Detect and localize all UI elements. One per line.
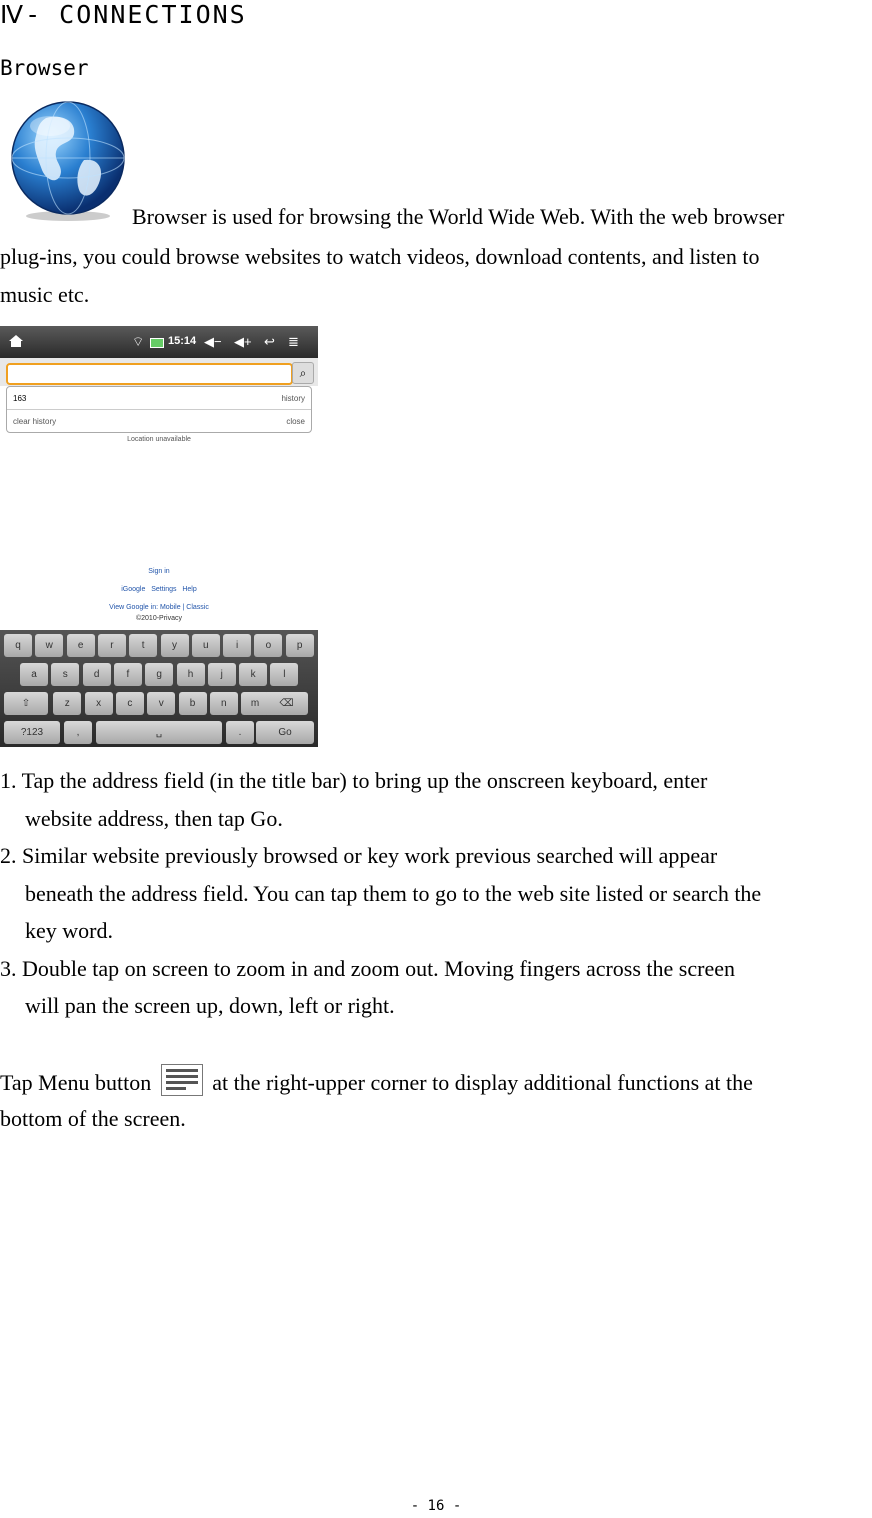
keyboard-key: Go	[256, 721, 314, 744]
wifi-icon: ⌔	[132, 334, 145, 349]
copyright: ©2010-Privacy	[135, 615, 182, 622]
keyboard-key: v	[147, 692, 175, 715]
keyboard-key: m	[241, 692, 269, 715]
keyboard-key: z	[53, 692, 81, 715]
location-status: Location unavailable	[127, 436, 191, 443]
menu-note-line-1	[0, 1064, 753, 1102]
menu-note-before: Tap Menu button	[0, 1070, 152, 1095]
sign-in-link: Sign in	[148, 568, 170, 575]
step-3-line-2: will pan the screen up, down, left or right.	[25, 993, 395, 1018]
intro-line-1: Browser is used for browsing the World Wide Web. With the web browser	[132, 204, 785, 229]
home-icon	[9, 335, 23, 347]
keyboard-key: n	[210, 692, 238, 715]
keyboard-key: d	[83, 663, 111, 686]
search-icon: ⌕	[292, 362, 314, 384]
keyboard-key: .	[226, 721, 254, 744]
keyboard-key: l	[270, 663, 298, 686]
keyboard-key: r	[98, 634, 126, 657]
step-2-line-3: key word.	[25, 918, 113, 943]
keyboard-key: b	[179, 692, 207, 715]
keyboard-key: ,	[64, 721, 92, 744]
keyboard-key: ?123	[4, 721, 60, 744]
section-heading: Ⅳ- CONNECTIONS	[0, 0, 247, 29]
step-1-line-2: website address, then tap Go.	[25, 806, 283, 831]
keyboard-key: t	[129, 634, 157, 657]
subsection-heading: Browser	[0, 56, 89, 80]
keyboard-key: s	[51, 663, 79, 686]
keyboard-key: j	[208, 663, 236, 686]
page-number: - 16 -	[410, 1498, 462, 1514]
onscreen-keyboard	[0, 630, 318, 747]
status-bar	[0, 326, 318, 358]
step-1-line-1: 1. Tap the address field (in the title bar) to bring up the onscreen keyboard, enter	[0, 768, 708, 793]
keyboard-key: f	[114, 663, 142, 686]
keyboard-key: ⌫	[264, 692, 308, 715]
keyboard-key: c	[116, 692, 144, 715]
suggestion-list	[6, 386, 312, 433]
volume-up-icon: ◀+	[234, 334, 252, 349]
menu-icon: ≣	[288, 334, 299, 349]
view-google-in: View Google in: Mobile | Classic	[109, 604, 209, 611]
menu-note-line-2: bottom of the screen.	[0, 1106, 186, 1131]
keyboard-key: k	[239, 663, 267, 686]
suggestion-action: history	[281, 394, 305, 403]
address-field	[6, 363, 293, 385]
browser-globe-icon	[6, 100, 130, 222]
keyboard-key: y	[161, 634, 189, 657]
keyboard-key: q	[4, 634, 32, 657]
google-links: iGoogle Settings Help	[121, 586, 197, 593]
browser-screenshot	[0, 326, 318, 747]
keyboard-key: o	[254, 634, 282, 657]
keyboard-key: i	[223, 634, 251, 657]
suggestion-text: 163	[13, 394, 27, 403]
intro-line-2: plug-ins, you could browse websites to watch videos, download contents, and listen to	[0, 244, 760, 269]
battery-icon	[150, 336, 164, 351]
keyboard-key: a	[20, 663, 48, 686]
keyboard-key: p	[286, 634, 314, 657]
step-2-line-1: 2. Similar website previously browsed or key work previous searched will appear	[0, 843, 718, 868]
keyboard-key: u	[192, 634, 220, 657]
step-3-line-1: 3. Double tap on screen to zoom in and zoom out. Moving fingers across the screen	[0, 956, 735, 981]
back-icon: ↩	[264, 334, 275, 349]
step-2-line-2: beneath the address field. You can tap them to go to the web site listed or search the	[25, 881, 762, 906]
keyboard-key: x	[85, 692, 113, 715]
menu-button-icon	[161, 1064, 203, 1096]
volume-down-icon: ◀−	[204, 334, 222, 349]
keyboard-key: w	[35, 634, 63, 657]
keyboard-key: g	[145, 663, 173, 686]
list-item	[7, 387, 311, 410]
intro-line-3: music etc.	[0, 282, 90, 307]
suggestion-text: clear history	[13, 417, 57, 426]
keyboard-key: ␣	[96, 721, 222, 744]
menu-note-after: at the right-upper corner to display additional functions at the	[212, 1070, 753, 1095]
status-time: 15:14	[168, 335, 197, 347]
keyboard-key: h	[177, 663, 205, 686]
keyboard-key: e	[67, 634, 95, 657]
list-item	[7, 410, 311, 432]
suggestion-action: close	[286, 417, 305, 426]
keyboard-key: ⇧	[4, 692, 48, 715]
